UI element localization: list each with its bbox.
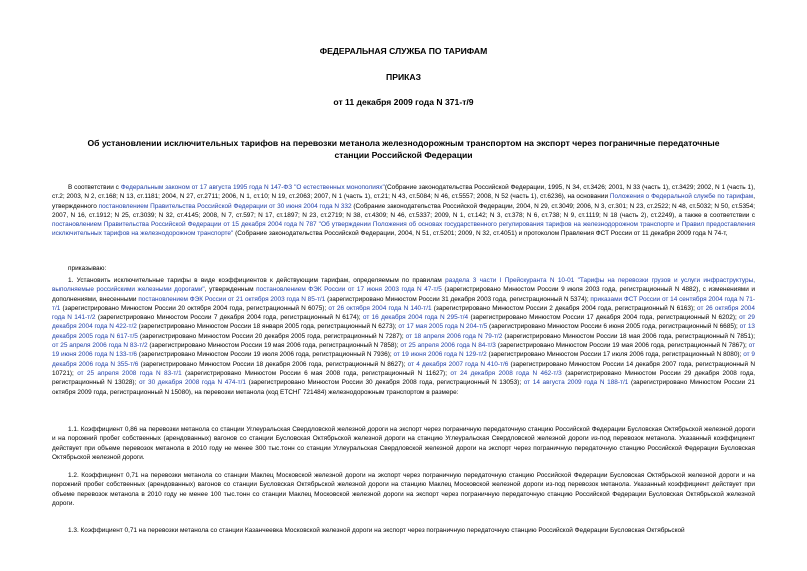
order-link[interactable]: от 30 декабря 2008 года N 474-т/1 xyxy=(138,379,246,387)
regulation-link[interactable]: Положения о Федеральной службе по тарифам xyxy=(609,193,754,201)
item-1-1-paragraph: 1.1. Коэффициент 0,86 на перевозки метанола со станции Углеуральская Свердловской железной дороги на экспорт через пограничную передаточную станцию Российской Федерации Бусловская Октябрьской железной дороги и на порожний пробег собственных (арендованных) вагонов со станции Бусловская Октябрьской железной дороги на станцию Углеуральская Свердловской железной дороги из-под перевозок метанола. Указанный коэффициент действует при объеме перевозок метанола в 2010 году не менее 300 тыс.тонн со станции Углеуральская Свердловской железной дороги на экспорт через пограничную передаточную станцию Российской Федерации Бусловская Октябрьской железной дороги. xyxy=(52,426,755,461)
order-link[interactable]: от 19 июня 2006 года N 129-т/2 xyxy=(393,351,487,359)
law-link[interactable]: Федеральным законом от 17 августа 1995 года N 147-ФЗ "О естественных монополиях" xyxy=(120,184,385,191)
item-text: (зарегистрировано Минюстом России 19 июля 2006 года, регистрационный N 7936); xyxy=(136,351,394,359)
item-text: (зарегистрировано Минюстом России 6 июня 2005 года, регистрационный N 6685); xyxy=(487,323,740,331)
order-link[interactable]: от 4 декабря 2007 года N 410-т/6 xyxy=(407,360,509,368)
order-link[interactable]: от 18 апреля 2006 года N 79-т/2 xyxy=(405,332,503,340)
preamble-text: , утвержденного xyxy=(52,193,755,210)
item-text: (зарегистрировано Минюстом России 6 мая 2008 года, регистрационный N 11627); xyxy=(181,369,451,377)
order-link[interactable]: от 25 апреля 2008 года N 83-т/1 xyxy=(77,369,182,377)
agency-heading: ФЕДЕРАЛЬНАЯ СЛУЖБА ПО ТАРИФАМ xyxy=(319,46,488,56)
order-link[interactable]: приказами ФСТ России от 14 сентября 2004 года N 71-т/1 xyxy=(52,295,755,312)
order-link[interactable]: от 14 августа 2009 года N 188-т/1 xyxy=(523,379,629,387)
order-link[interactable]: от 26 октября 2004 года N 140-т/1 xyxy=(328,304,432,312)
item-text: (зарегистрировано Минюстом России 29 декабря 2008 года, регистрационный N 13028); xyxy=(52,369,755,387)
item-text: (зарегистрировано Минюстом России 19 мая 2006 года, регистрационный N 7867); xyxy=(495,342,749,350)
resolution-link[interactable]: постановлением Правительства Российской Федерации от 30 июня 2004 года N 332 xyxy=(98,202,352,210)
item-text: (зарегистрировано Минюстом России 7 декабря 2004 года, регистрационный N 6174); xyxy=(95,314,363,322)
item-1-paragraph xyxy=(52,276,755,397)
preamble-text: (Собрание законодательства Российской Федерации, 2004, N 29, ст.3049; 2006, N 3, ст.301; N 23, ст.2522; N 48, ст.5032; N 50, ст.5354; 2007, N 16, ст.1912; N 25, ст.3039; N 32, ст.4145; 2008, N 7, ст.597; N 17, ст.1897; N 23, ст.2719; N 38, ст.4309; N 46, ст.5337; 2009, N 1, ст.142; N 3, ст.378; N 6, ст.738; N 9, ст.1119; N 18 (часть 2), ст.2249), а также в соответствии с xyxy=(52,202,755,219)
item-text: (зарегистрировано Минюстом России 31 декабря 2003 года, регистрационный N 5374); xyxy=(325,295,591,303)
resolution-link[interactable]: постановлением ФЭК России от 21 октября 2003 года N 85-т/1 xyxy=(138,295,326,303)
preamble-text: В соответствии с xyxy=(68,184,121,191)
item-text: (зарегистрировано Минюстом России 17 декабря 2004 года, регистрационный N 6202); xyxy=(468,314,740,322)
order-link[interactable]: от 24 декабря 2008 года N 462-т/3 xyxy=(450,369,562,377)
item-1-3-paragraph: 1.3. Коэффициент 0,71 на перевозки метанола со станции Казанчеевка Московской железной дороги на экспорт через пограничную передаточную станцию Российской Федерации Бусловская Октябрьской xyxy=(68,527,685,534)
item-text: (зарегистрировано Минюстом России 9 июля 2003 года, регистрационный N 4882), с изменениями и дополнениями, внесенными xyxy=(52,286,755,303)
order-word: приказываю: xyxy=(68,265,107,272)
item-text: (зарегистрировано Минюстом России 19 мая 2006 года, регистрационный N 7858); xyxy=(147,342,401,350)
item-text: (зарегистрировано Минюстом России 18 декабря 2006 года, регистрационный N 8627); xyxy=(138,360,408,368)
item-text: (зарегистрировано Минюстом России 14 декабря 2007 года, регистрационный N 10721); xyxy=(52,360,755,377)
order-link[interactable]: от 16 декабря 2004 года N 295-т/4 xyxy=(362,314,469,322)
item-text: (зарегистрировано Минюстом России 18 мая 2006 года, регистрационный N 7851); xyxy=(502,332,755,340)
item-text: (зарегистрировано Минюстом России 20 декабря 2005 года, регистрационный N 7287); xyxy=(137,332,406,340)
item-text: (зарегистрировано Минюстом России 20 октября 2004 года, регистрационный N 6075); xyxy=(60,304,329,312)
pricelist-link[interactable]: раздела 3 части I Прейскуранта N 10-01 "Тарифы на перевозки грузов и услуги инфраструктуры, выполняемые российскими железными дорогами" xyxy=(52,277,755,294)
item-text: (зарегистрировано Минюстом России 30 декабря 2008 года, регистрационный N 13053); xyxy=(245,379,524,387)
item-text: 1. Установить исключительные тарифы в виде коэффициентов к действующим тарифам, определяемым по правилам xyxy=(68,277,446,284)
order-link[interactable]: от 29 декабря 2004 года N 422-т/2 xyxy=(52,314,755,331)
item-text: (зарегистрировано Минюстом России 21 октября 2009 года, регистрационный N 15080), на перевозки метанола (код ЕТСНГ 721484) железнодорожным транспортом в размере: xyxy=(52,379,755,396)
order-link[interactable]: от 25 апреля 2006 года N 83-т/2 xyxy=(52,342,148,350)
resolution-link[interactable]: постановлением ФЭК России от 17 июня 2003 года N 47-т/5 xyxy=(256,286,442,294)
doc-type-heading: ПРИКАЗ xyxy=(386,72,421,82)
item-text: (зарегистрировано Минюстом России 18 января 2005 года, регистрационный N 6273); xyxy=(136,323,399,331)
item-text: (зарегистрировано Минюстом России 2 декабря 2004 года, регистрационный N 6163); xyxy=(431,304,698,312)
item-text: , утвержденным xyxy=(204,286,257,294)
preamble-text: (Собрание законодательства Российской Федерации, 1995, N 34, ст.3426; 2001, N 33 (часть 1), ст.3429; 2002, N 1 (часть 1), ст.2; 2003, N 2, ст.168; N 13, ст.1181; 2004, N 27, ст.2711; 2006, N 1, ст.10; N 19, ст.2063; 2007, N 1 (часть 1), ст.21; N 43, ст.5084; N 46, ст.5557; 2008, N 52 (часть 1), ст.6236), на основании xyxy=(52,184,756,201)
order-link[interactable]: от 9 декабря 2006 года N 355-т/6 xyxy=(52,351,755,368)
doc-date-number: от 11 декабря 2009 года N 371-т/9 xyxy=(333,97,474,107)
order-link[interactable]: от 17 мая 2005 года N 204-т/5 xyxy=(398,323,488,331)
preamble-paragraph xyxy=(52,183,755,239)
item-text: (зарегистрировано Минюстом России 17 июля 2006 года, регистрационный N 8080); xyxy=(486,351,744,359)
order-link[interactable]: от 13 декабря 2005 года N 617-т/5 xyxy=(52,323,755,340)
preamble-text: (Собрание законодательства Российской Федерации, 2004, N 51, ст.5201; 2009, N 32, ст.4051) и протоколом Правления ФСТ России от 11 декабря 2009 года N 74-т, xyxy=(233,230,728,238)
order-link[interactable]: от 26 октября 2004 года N 141-т/2 xyxy=(52,304,755,322)
resolution-link[interactable]: постановлением Правительства Российской Федерации от 15 декабря 2004 года N 787 "Об утверждении Положения об основах государственного регулирования тарифов на железнодорожном транспорте и Правил предоставления исключительных тарифов на железнодорожном транспорте" xyxy=(52,221,755,238)
order-link[interactable]: от 19 июня 2006 года N 133-т/6 xyxy=(52,342,756,359)
document-title: Об установлении исключительных тарифов на перевозки метанола железнодорожным транспортом на экспорт через пограничные передаточные станции Российской Федерации xyxy=(87,138,720,160)
item-1-2-paragraph: 1.2. Коэффициент 0,71 на перевозки метанола со станции Маклец Московской железной дороги на экспорт через пограничную передаточную станцию Российской Федерации Бусловская Октябрьской железной дороги и на порожний пробег собственных (арендованных) вагонов со станции Бусловская Октябрьской железной дороги на станцию Маклец Московской железной дороги из-под перевозок метанола. Указанный коэффициент действует при объеме перевозок метанола в 2010 году не менее 100 тыс.тонн со станции Маклец Московской железной дороги на экспорт через пограничную передаточную станцию Российской Федерации Бусловская Октябрьской железной дороги. xyxy=(52,472,755,507)
order-link[interactable]: от 25 апреля 2006 года N 84-т/3 xyxy=(400,342,496,350)
